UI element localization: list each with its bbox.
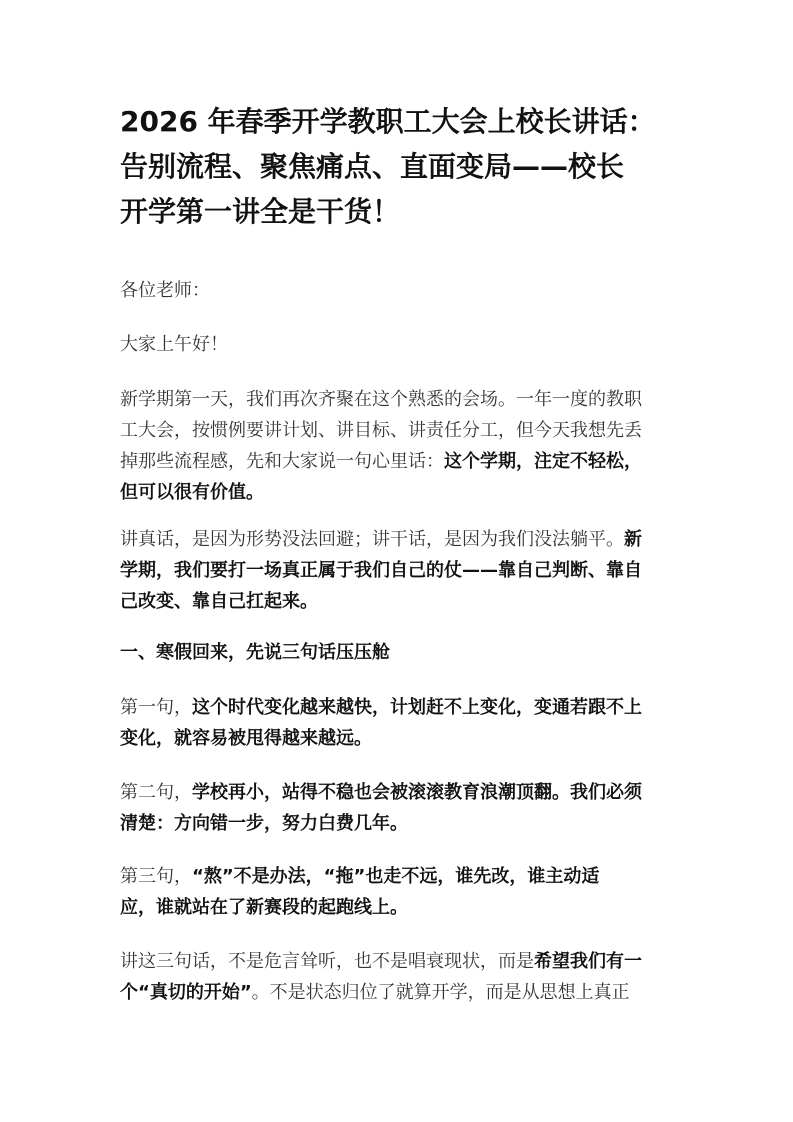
paragraph-conclusion (120, 946, 672, 1008)
bold-text: 己改变、靠自己扛起来。 (120, 591, 318, 612)
bold-text: 这个学期，注定不轻松， (444, 451, 642, 472)
bold-text: 应，谁就站在了新赛段的起跑线上。 (120, 897, 408, 918)
salutation (120, 275, 672, 306)
normal-text: 讲这三句话，不是危言耸听，也不是唱衰现状，而是 (120, 951, 534, 972)
document-title (120, 99, 680, 234)
bold-text: 个“真切的开始” (120, 982, 252, 1003)
bold-text: 希望我们有一 (534, 951, 642, 972)
paragraph-line (120, 723, 672, 754)
normal-text: 讲真话，是因为形势没法回避；讲干话，是因为我们没法躺平。 (120, 529, 624, 550)
paragraph-line (120, 892, 672, 923)
paragraph-line (120, 977, 672, 1008)
paragraph-real-talk (120, 524, 672, 617)
section-heading-text: 一、寒假回来，先说三句话压压舱 (120, 642, 390, 663)
paragraph-line (120, 477, 672, 508)
normal-text: 。不是状态归位了就算开学，而是从思想上真正 (251, 982, 630, 1003)
title-line: 2026 年春季开学教职工大会上校长讲话： (120, 105, 656, 138)
paragraph-line (120, 808, 672, 839)
bold-text: 变化，就容易被甩得越来越远。 (120, 728, 372, 749)
paragraph-third-point (120, 861, 672, 923)
paragraph-line: 工大会，按惯例要讲计划、讲目标、讲责任分工，但今天我想先丢 (120, 420, 642, 441)
normal-text: 第一句， (120, 697, 192, 718)
paragraph-line (120, 692, 672, 723)
bold-text: 清楚：方向错一步，努力白费几年。 (120, 813, 408, 834)
salutation-text: 各位老师： (120, 280, 210, 301)
greeting (120, 329, 672, 360)
section-heading (120, 637, 672, 668)
bold-text: 学期，我们要打一场真正属于我们自己的仗——靠自己判断、靠自 (120, 560, 642, 581)
paragraph-line (120, 524, 672, 555)
title-line: 开学第一讲全是干货！ (120, 195, 401, 228)
paragraph-opening (120, 384, 672, 508)
paragraph-line (120, 777, 672, 808)
normal-text: 第二句， (120, 782, 192, 803)
bold-text: 但可以很有价值。 (120, 482, 264, 503)
normal-text: 第三句， (120, 866, 192, 887)
paragraph-second-point (120, 777, 672, 839)
normal-text: 掉那些流程感，先和大家说一句心里话： (120, 451, 444, 472)
paragraph-line (120, 946, 672, 977)
bold-text: 这个时代变化越来越快，计划赶不上变化，变通若跟不上 (192, 697, 642, 718)
paragraph-line (120, 586, 672, 617)
greeting-text: 大家上午好！ (120, 334, 228, 355)
bold-text: “熬”不是办法，“拖”也走不远，谁先改，谁主动适 (192, 866, 600, 887)
bold-text: 新 (624, 529, 642, 550)
title-line: 告别流程、聚焦痛点、直面变局——校长 (120, 150, 625, 183)
paragraph-first-point (120, 692, 672, 754)
paragraph-line: 新学期第一天，我们再次齐聚在这个熟悉的会场。一年一度的教职 (120, 389, 642, 410)
bold-text: 学校再小，站得不稳也会被滚滚教育浪潮顶翻。我们必须 (192, 782, 642, 803)
paragraph-line (120, 861, 672, 892)
paragraph-line (120, 446, 672, 477)
paragraph-line (120, 555, 672, 586)
